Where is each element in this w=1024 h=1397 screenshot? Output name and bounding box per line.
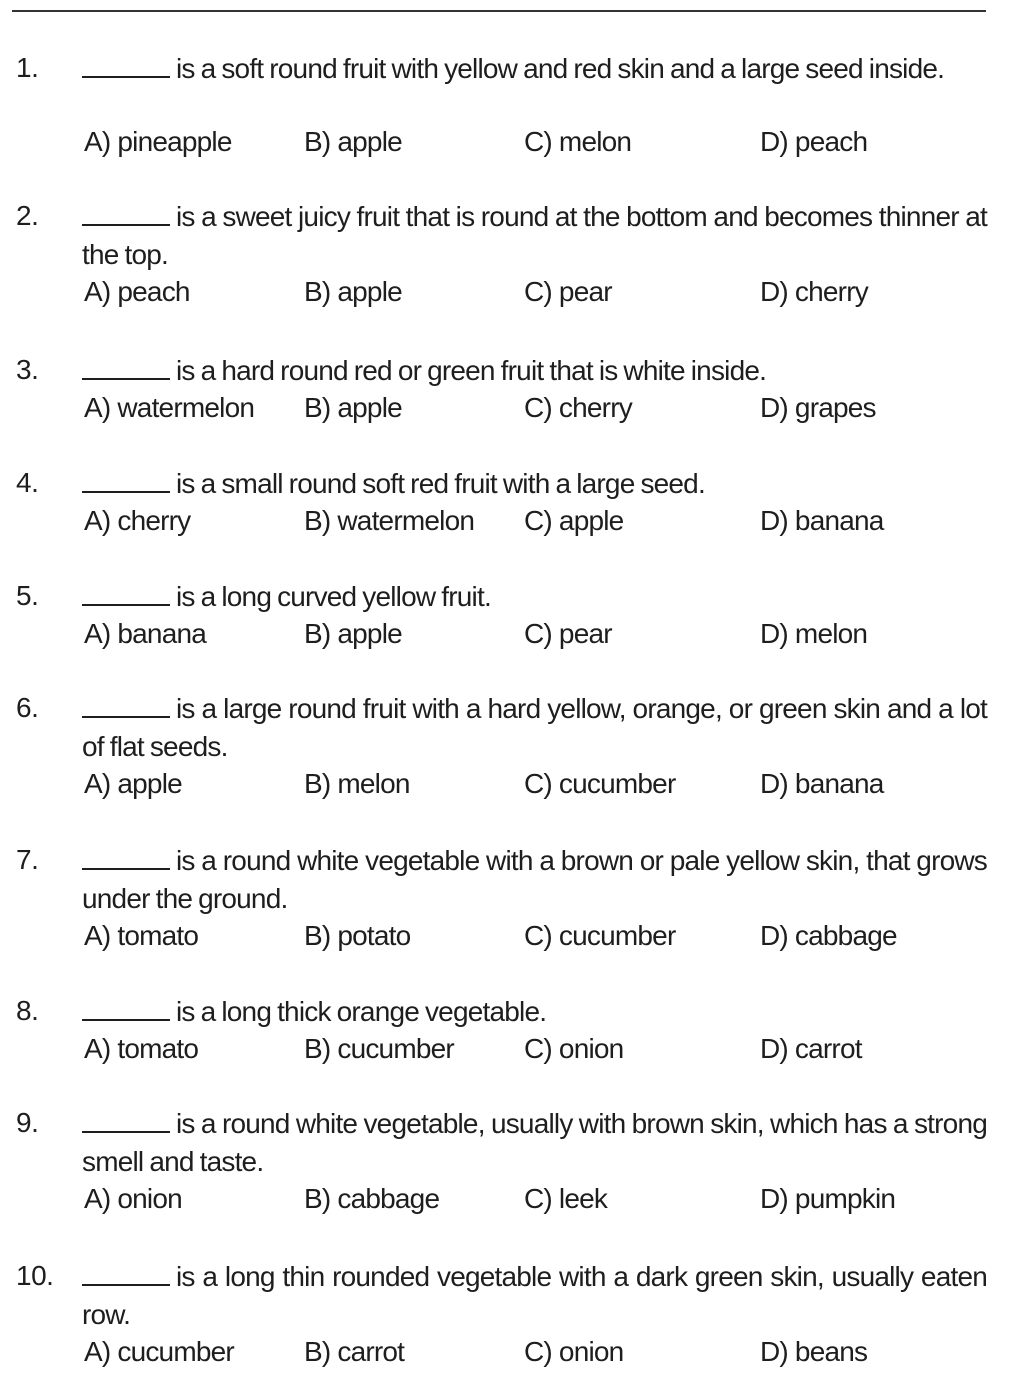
option-b: B) cabbage [304,1183,440,1214]
answer-blank [82,1109,170,1133]
option-d: D) cabbage [760,920,897,951]
option-d: D) melon [760,618,868,649]
answer-blank [82,202,170,226]
option-c: C) cucumber [524,768,676,799]
question-text: is a long thick orange vegetable. [176,996,547,1027]
question-stem [82,50,987,88]
option-d: D) banana [760,768,884,799]
option-b: B) apple [304,618,402,649]
question-number: 8. [16,995,39,1026]
option-b: B) melon [304,768,410,799]
question-stem [82,690,987,766]
option-a: A) peach [84,276,190,307]
option-a: A) tomato [84,1033,199,1064]
answer-blank [82,54,170,78]
question-stem [82,465,987,503]
option-a: A) apple [84,768,182,799]
answer-blank [82,582,170,606]
option-b: B) cucumber [304,1033,454,1064]
question-stem [82,198,987,274]
option-c: C) cucumber [524,920,676,951]
option-c: C) onion [524,1336,624,1367]
question-stem [82,1258,987,1334]
option-b: B) apple [304,276,402,307]
option-b: B) potato [304,920,411,951]
question-number: 3. [16,354,39,385]
option-d: D) grapes [760,392,876,423]
question-text: is a long curved yellow fruit. [176,581,491,612]
option-b: B) apple [304,126,402,157]
option-a: A) tomato [84,920,199,951]
question-stem [82,993,987,1031]
question-stem [82,352,987,390]
option-d: D) peach [760,126,868,157]
question-text: is a soft round fruit with yellow and red skin and a large seed inside. [176,53,945,84]
question-stem [82,578,987,616]
option-a: A) pineapple [84,126,232,157]
question-text: is a sweet juicy fruit that is round at the bottom and becomes thinner at the top. [82,201,987,270]
question-text: is a round white vegetable with a brown or pale yellow skin, that grows under the ground. [82,845,987,914]
question-number: 5. [16,580,39,611]
question-number: 4. [16,467,39,498]
option-c: C) cherry [524,392,632,423]
question-number: 9. [16,1107,39,1138]
option-c: C) pear [524,276,612,307]
option-c: C) pear [524,618,612,649]
option-c: C) melon [524,126,632,157]
question-number: 10. [16,1260,54,1291]
option-b: B) carrot [304,1336,405,1367]
option-d: D) banana [760,505,884,536]
question-number: 2. [16,200,39,231]
option-d: D) cherry [760,276,868,307]
answer-blank [82,997,170,1021]
option-b: B) watermelon [304,505,475,536]
option-b: B) apple [304,392,402,423]
option-a: A) watermelon [84,392,255,423]
answer-blank [82,694,170,718]
question-text: is a round white vegetable, usually with brown skin, which has a strong smell and taste. [82,1108,987,1177]
option-a: A) cherry [84,505,191,536]
option-d: D) carrot [760,1033,862,1064]
question-number: 1. [16,52,39,83]
question-text: is a long thin rounded vegetable with a dark green skin, usually eaten row. [82,1261,987,1330]
answer-blank [82,356,170,380]
question-text: is a hard round red or green fruit that is white inside. [176,355,767,386]
question-text: is a large round fruit with a hard yellow, orange, or green skin and a lot of flat seeds. [82,693,987,762]
option-c: C) leek [524,1183,608,1214]
answer-blank [82,1262,170,1286]
option-c: C) onion [524,1033,624,1064]
question-text: is a small round soft red fruit with a large seed. [176,468,705,499]
question-stem [82,842,987,918]
answer-blank [82,469,170,493]
question-number: 7. [16,844,39,875]
option-d: D) beans [760,1336,868,1367]
question-stem [82,1105,987,1181]
option-d: D) pumpkin [760,1183,896,1214]
option-a: A) cucumber [84,1336,234,1367]
option-a: A) banana [84,618,207,649]
option-a: A) onion [84,1183,182,1214]
answer-blank [82,846,170,870]
top-divider [12,10,986,12]
question-number: 6. [16,692,39,723]
option-c: C) apple [524,505,624,536]
